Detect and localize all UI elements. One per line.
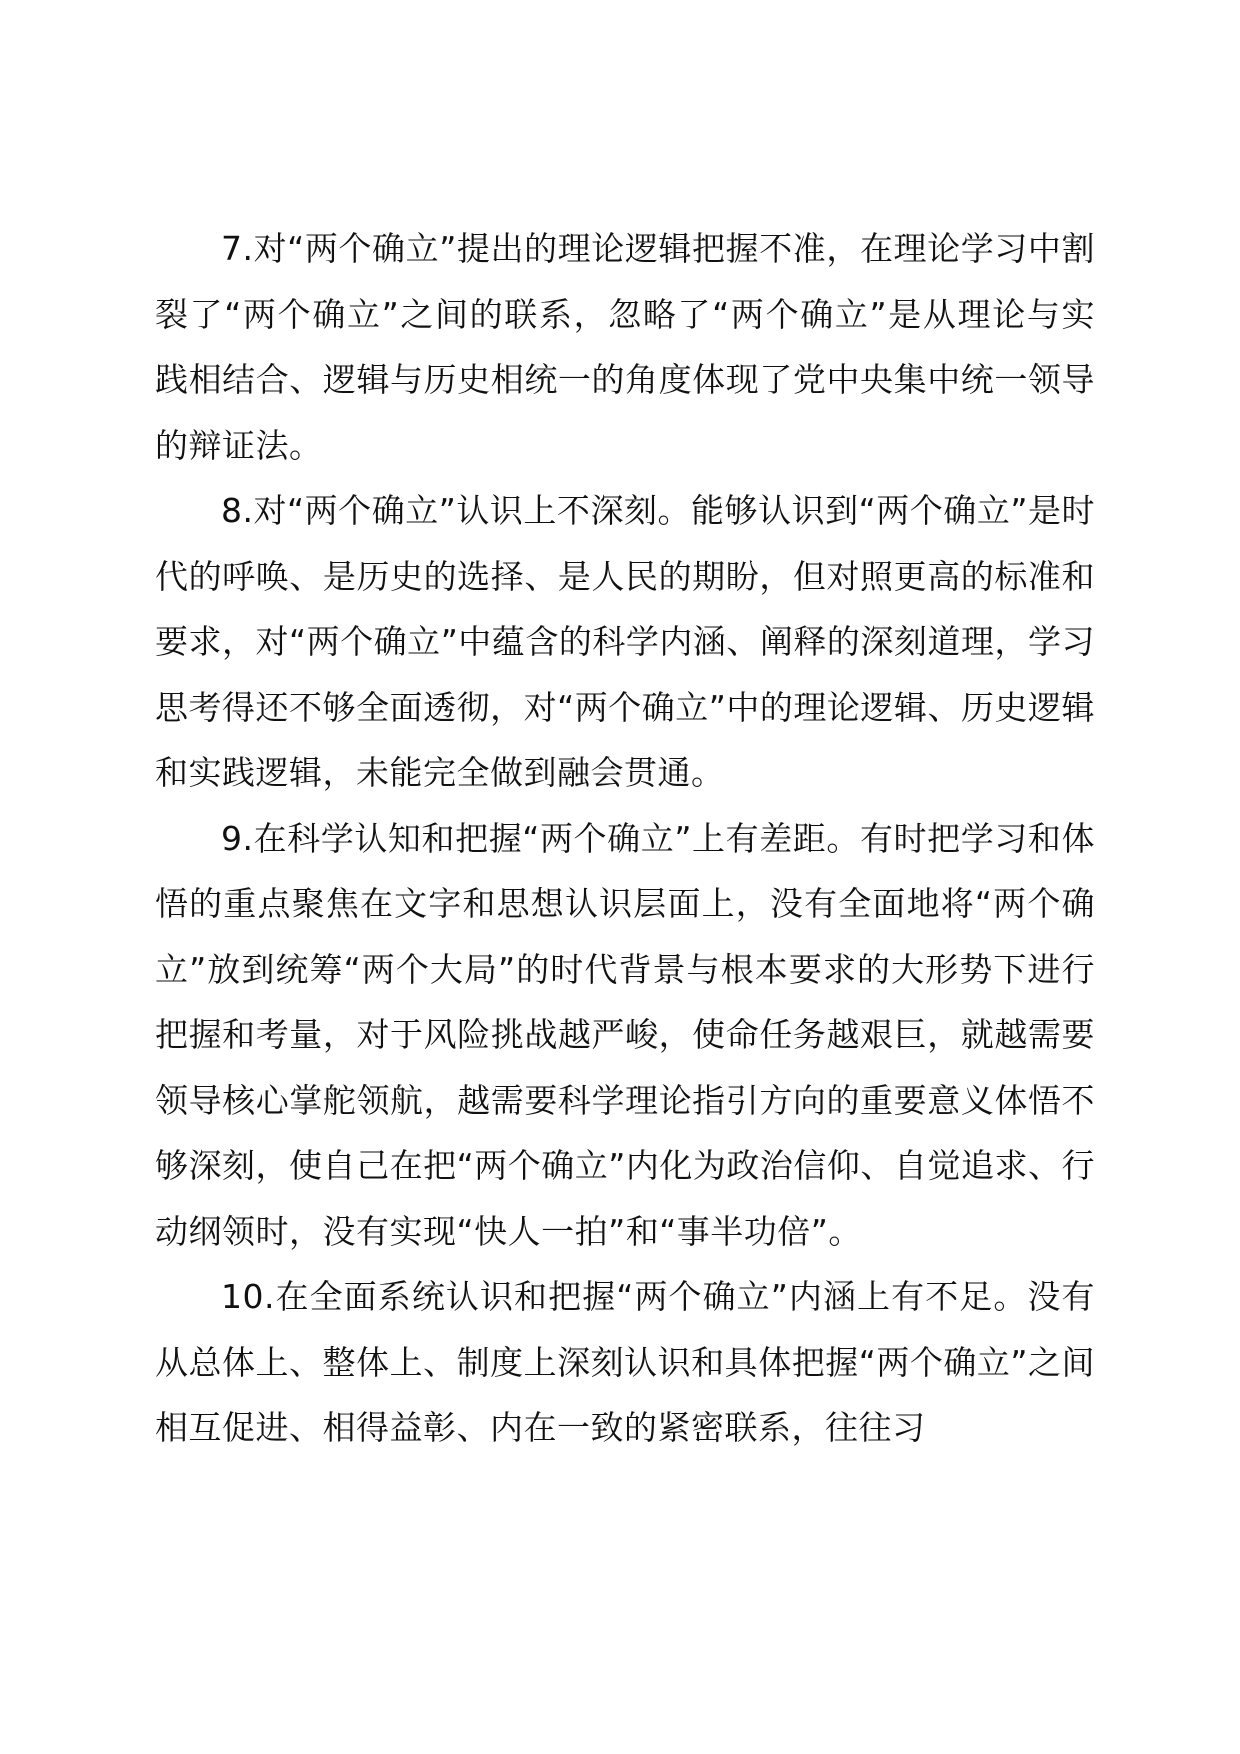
paragraph-10: 10.在全面系统认识和把握“两个确立”内涵上有不足。没有从总体上、整体上、制度上深刻认识和具体把握“两个确立”之间相互促进、相得益彰、内在一致的紧密联系，往往习	[155, 1277, 1095, 1447]
paragraph-7: 7.对“两个确立”提出的理论逻辑把握不准，在理论学习中割裂了“两个确立”之间的联系，忽略了“两个确立”是从理论与实践相结合、逻辑与历史相统一的角度体现了党中央集中统一领导的辩证法。	[155, 229, 1095, 465]
paragraph-9: 9.在科学认知和把握“两个确立”上有差距。有时把学习和体悟的重点聚焦在文字和思想认识层面上，没有全面地将“两个确立”放到统筹“两个大局”的时代背景与根本要求的大形势下进行把握和考量，对于风险挑战越严峻，使命任务越艰巨，就越需要领导核心掌舵领航，越需要科学理论指引方向的重要意义体悟不够深刻，使自己在把“两个确立”内化为政治信仰、自觉追求、行动纲领时，没有实现“快人一拍”和“事半功倍”。	[155, 818, 1095, 1251]
paragraph-8: 8.对“两个确立”认识上不深刻。能够认识到“两个确立”是时代的呼唤、是历史的选择、是人民的期盼，但对照更高的标准和要求，对“两个确立”中蕴含的科学内涵、阐释的深刻道理，学习思考得还不够全面透彻，对“两个确立”中的理论逻辑、历史逻辑和实践逻辑，未能完全做到融会贯通。	[155, 491, 1095, 792]
document-body	[155, 216, 1095, 1461]
